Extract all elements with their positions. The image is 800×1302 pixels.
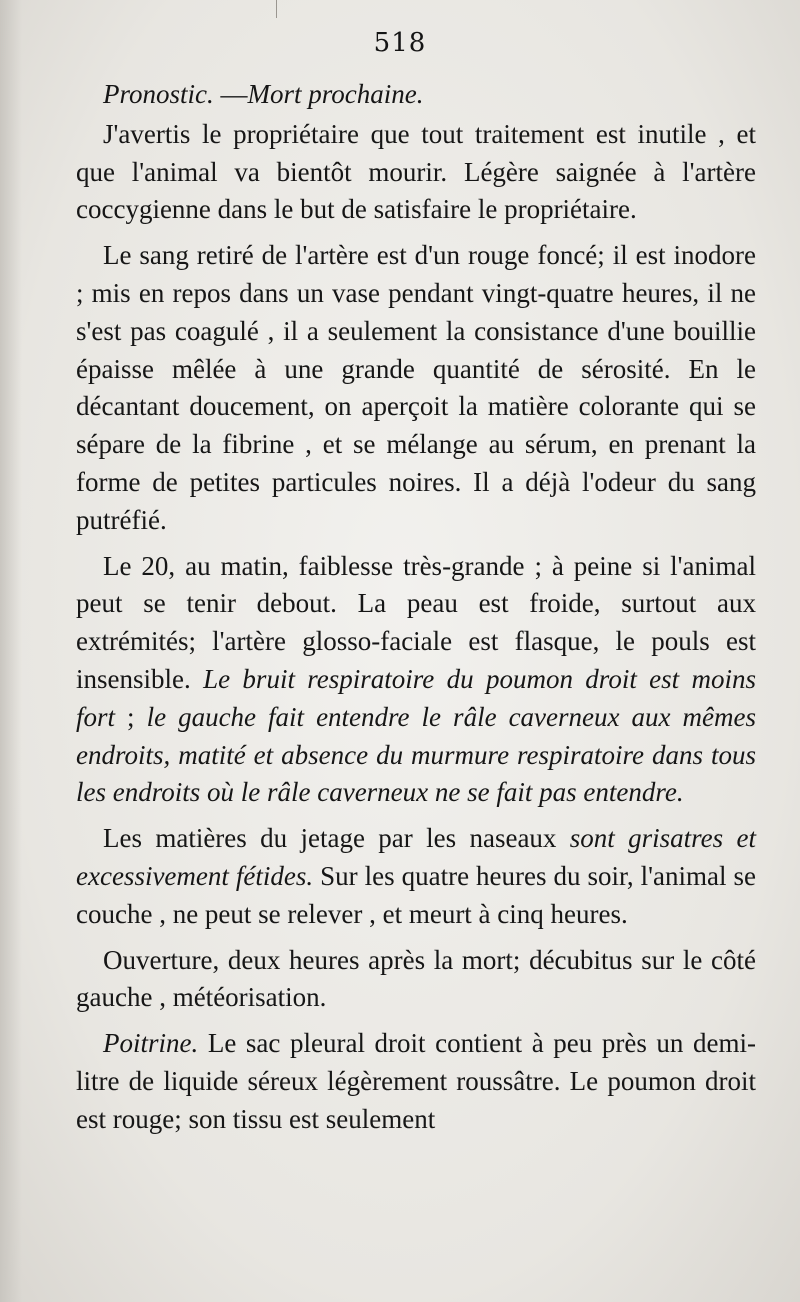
body-text (76, 76, 756, 1147)
discharge-death: Sur les quatre heures du soir, l'animal se couche , ne peut se relever , et meurt à cinq heures. (76, 860, 756, 929)
day-20-separator: ; (115, 701, 147, 732)
paragraph-chest (76, 1025, 756, 1138)
day-20-auscultation-right: Le bruit respiratoire du poumon droit est moins fort (76, 663, 757, 732)
prognosis-label: Pronostic. (103, 79, 214, 109)
discharge-intro: Les matières du jetage par les naseaux (103, 823, 570, 854)
page-number: 518 (373, 28, 427, 58)
prognosis-text: Mort prochaine. (247, 79, 424, 109)
paragraph-discharge (76, 820, 756, 933)
prognosis-separator: — (213, 79, 248, 109)
gutter-mark (276, 0, 277, 18)
chest-label: Poitrine. (103, 1028, 199, 1059)
page-edge-shadow (0, 0, 22, 1302)
paragraph-day-20 (76, 548, 756, 813)
discharge-quality: sont grisatres et excessivement fétides. (76, 823, 756, 891)
day-20-auscultation-left: le gauche fait entendre le râle caverneux aux mêmes endroits, matité et absence du murmure respiratoire dans tous les endroits où le râle caverneux ne se fait pas entendre. (76, 701, 756, 808)
paragraph-autopsy: Ouverture, deux heures après la mort; décubitus sur le côté gauche , météorisation. (76, 944, 756, 1013)
paragraph-blood-description: Le sang retiré de l'artère est d'un rouge foncé; il est inodore ; mis en repos dans un vase pendant vingt-quatre heures, il ne s'est pas coagulé , il a seulement la consistance d'une bouillie épaisse mêlée à une grande quantité de sérosité. En le décantant doucement, on aperçoit la matière colorante qui se sépare de la fibrine , et se mélange au sérum, en prenant la forme de petites particules noires. Il a déjà l'odeur du sang putréfié. (76, 240, 756, 535)
prognosis-heading (76, 76, 756, 114)
paragraph-owner-warning: J'avertis le propriétaire que tout traitement est inutile , et que l'animal va bientôt mourir. Légère saignée à l'artère coccygienne dans le but de satisfaire le propriétaire. (76, 118, 756, 225)
day-20-observation: Le 20, au matin, faiblesse très-grande ; à peine si l'animal peut se tenir debout. La peau est froide, surtout aux extrémités; l'artère glosso-faciale est flasque, le pouls est insensible. (76, 550, 756, 694)
chest-description: Le sac pleural droit contient à peu près un demi-litre de liquide séreux légèrement roussâtre. Le poumon droit est rouge; son tissu est seulement (76, 1028, 756, 1134)
